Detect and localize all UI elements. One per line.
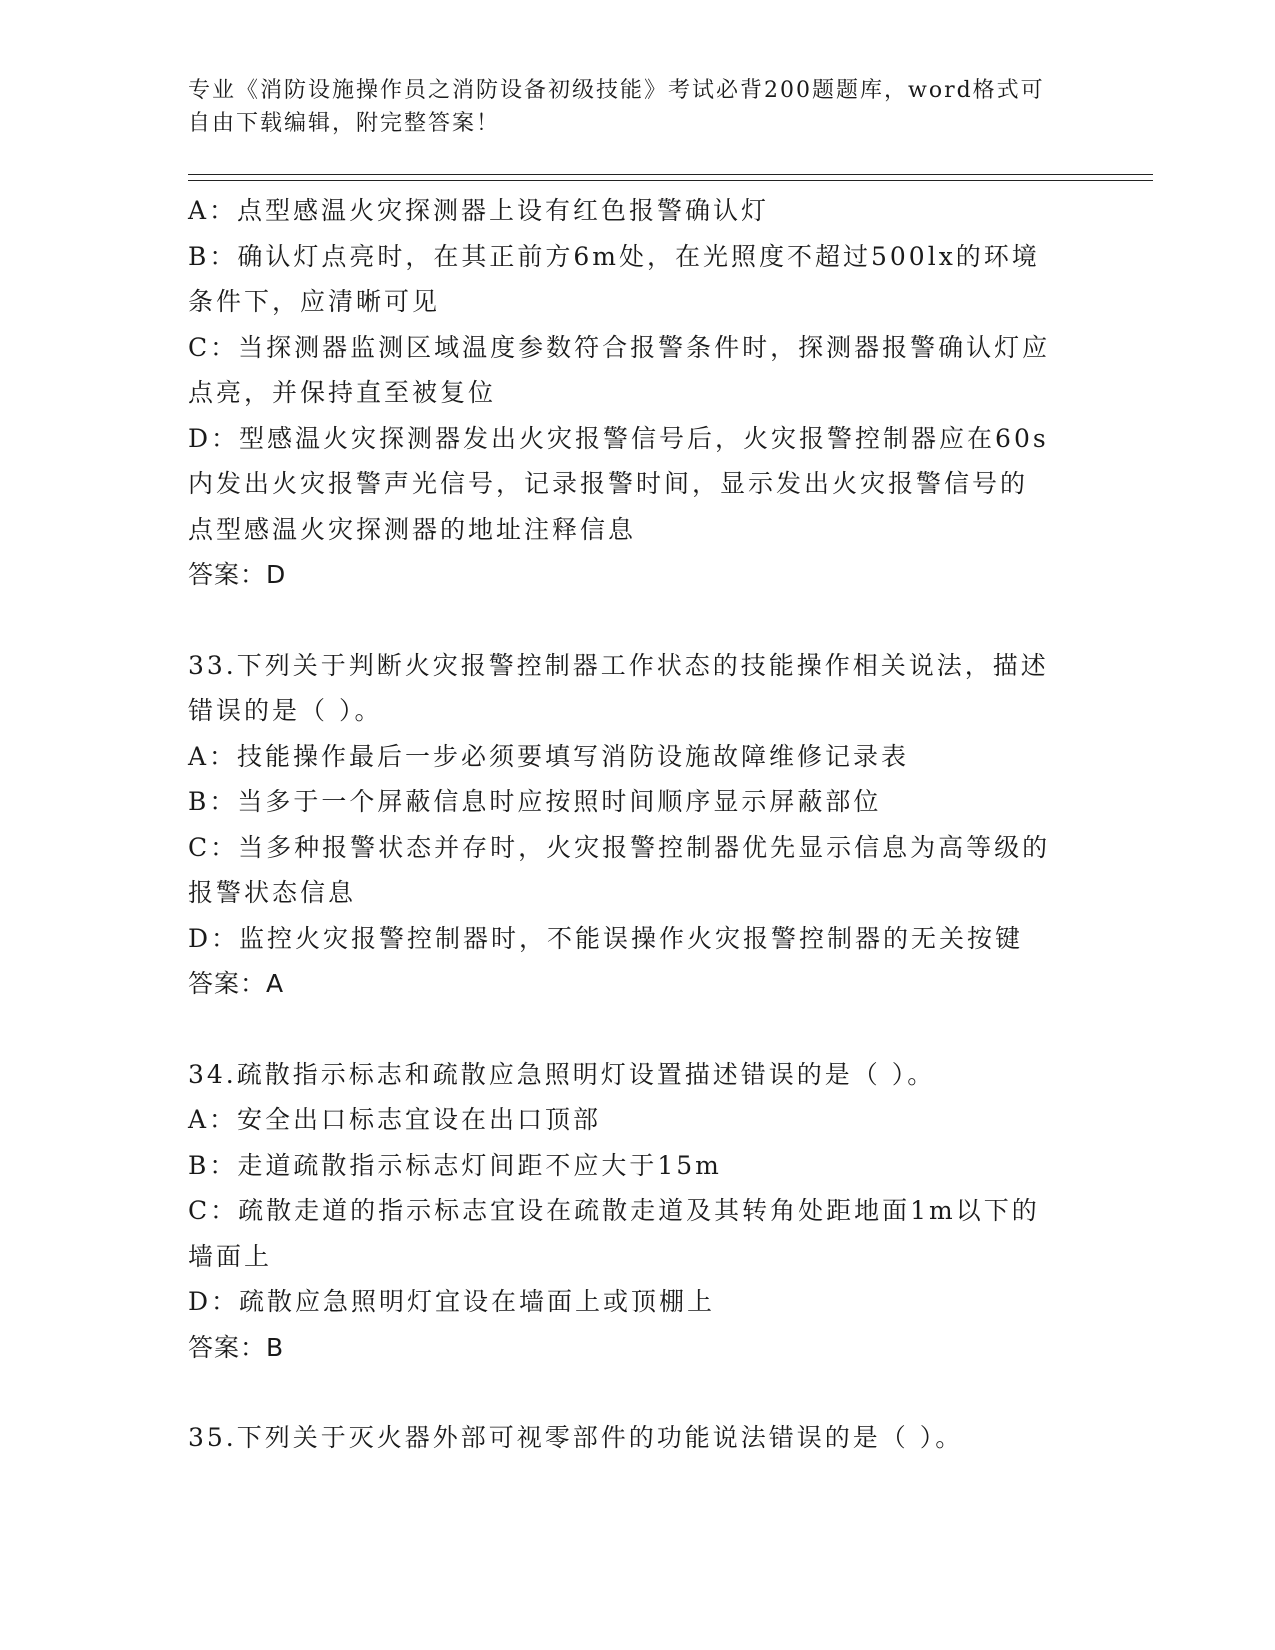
question-35	[188, 1415, 1068, 1461]
question-33	[188, 643, 1068, 1007]
option-text-line: A：技能操作最后一步必须要填写消防设施故障维修记录表	[188, 741, 910, 771]
spacer	[188, 1007, 1068, 1052]
stem-text-line: 错误的是（ ）。	[188, 696, 383, 725]
option-text-line: C：疏散走道的指示标志宜设在疏散走道及其转角处距地面1m以下的	[188, 1196, 1040, 1225]
option-text-line: A：点型感温火灾探测器上设有红色报警确认灯	[188, 196, 770, 225]
header-divider-bottom	[188, 180, 1153, 181]
option-b	[188, 234, 1068, 325]
option-a	[188, 734, 1068, 780]
question-stem	[188, 1052, 1068, 1098]
header-line-2: 自由下载编辑，附完整答案！	[188, 111, 501, 136]
document-body	[188, 188, 1068, 1461]
option-c	[188, 825, 1068, 916]
question-stem	[188, 1415, 1068, 1461]
stem-text-line: 33.下列关于判断火灾报警控制器工作状态的技能操作相关说法，描述	[188, 650, 1049, 680]
answer-label: 答案：D	[188, 560, 287, 589]
option-text-line: 条件下，应清晰可见	[188, 287, 441, 316]
option-b	[188, 1143, 1068, 1189]
option-c	[188, 1188, 1068, 1279]
option-text-line: 墙面上	[188, 1241, 273, 1271]
stem-text-line: 34.疏散指示标志和疏散应急照明灯设置描述错误的是（ ）。	[188, 1059, 936, 1089]
option-text-line: A：安全出口标志宜设在出口顶部	[188, 1105, 602, 1134]
option-c	[188, 325, 1068, 416]
header-line-1: 专业《消防设施操作员之消防设备初级技能》考试必背200题题库，word格式可	[188, 78, 1045, 103]
option-text-line: C：当探测器监测区域温度参数符合报警条件时，探测器报警确认灯应	[188, 332, 1051, 362]
option-text-line: 内发出火灾报警声光信号，记录报警时间，显示发出火灾报警信号的	[188, 469, 1029, 498]
option-b	[188, 779, 1068, 825]
option-text-line: 报警状态信息	[188, 878, 357, 907]
option-text-line: B：确认灯点亮时，在其正前方6m处，在光照度不超过500lx的环境	[188, 241, 1040, 271]
option-text-line: D：疏散应急照明灯宜设在墙面上或顶棚上	[188, 1287, 716, 1316]
document-header	[188, 74, 1068, 140]
option-d	[188, 1279, 1068, 1325]
option-text-line: B：走道疏散指示标志灯间距不应大于15m	[188, 1150, 722, 1180]
header-divider-top	[188, 174, 1153, 175]
answer-label: 答案：A	[188, 969, 285, 998]
question-stem	[188, 643, 1068, 734]
option-d	[188, 416, 1068, 553]
option-text-line: 点亮，并保持直至被复位	[188, 378, 497, 407]
answer-label: 答案：B	[188, 1332, 285, 1362]
question-34	[188, 1052, 1068, 1371]
option-text-line: D：监控火灾报警控制器时，不能误操作火灾报警控制器的无关按键	[188, 923, 1024, 953]
spacer	[188, 1370, 1068, 1415]
option-text-line: C：当多种报警状态并存时，火灾报警控制器优先显示信息为高等级的	[188, 832, 1051, 862]
option-text-line: D：型感温火灾探测器发出火灾报警信号后，火灾报警控制器应在60s	[188, 423, 1049, 453]
option-text-line: B：当多于一个屏蔽信息时应按照时间顺序显示屏蔽部位	[188, 787, 882, 816]
spacer	[188, 598, 1068, 643]
question-32	[188, 188, 1068, 598]
option-a	[188, 1097, 1068, 1143]
option-a	[188, 188, 1068, 234]
option-text-line: 点型感温火灾探测器的地址注释信息	[188, 514, 637, 544]
stem-text-line: 35.下列关于灭火器外部可视零部件的功能说法错误的是（ ）。	[188, 1423, 964, 1452]
option-d	[188, 916, 1068, 962]
